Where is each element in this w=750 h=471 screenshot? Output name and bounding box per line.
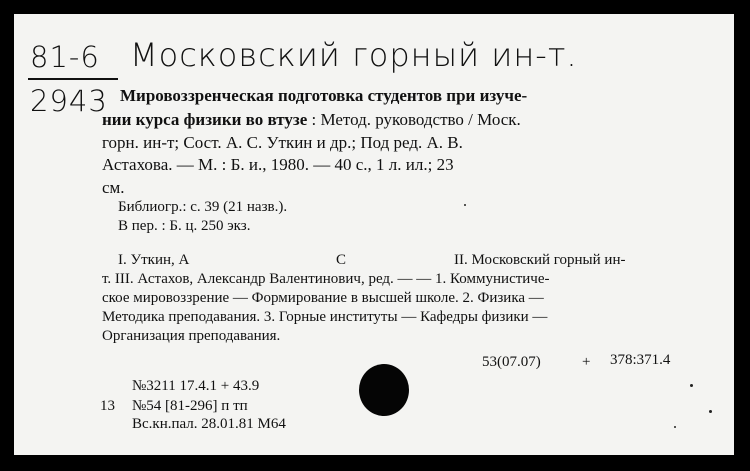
entry-line-5: см. bbox=[102, 178, 125, 197]
binding-note: В пер. : Б. ц. 250 экз. bbox=[118, 218, 251, 234]
scan-speck bbox=[690, 384, 693, 387]
scan-speck bbox=[709, 410, 712, 413]
handwritten-code: 81-6 bbox=[30, 40, 100, 74]
footer-line-1: №3211 17.4.1 + 43.9 bbox=[132, 378, 260, 394]
tracing-line-5: Организация преподавания. bbox=[102, 328, 281, 344]
title-line-1: Мировоззренческая подготовка студентов при изуче- bbox=[120, 86, 528, 105]
entry-line-3: горн. ин-т; Сост. А. С. Уткин и др.; Под ред. А. В. bbox=[102, 133, 463, 152]
scan-speck bbox=[464, 204, 466, 206]
tracing-line-1a: I. Уткин, А bbox=[118, 252, 190, 268]
code-underline bbox=[28, 78, 118, 80]
footer-line-3: Вс.кн.пал. 28.01.81 М64 bbox=[132, 416, 286, 432]
title-bold-part: нии курса физики во втузе bbox=[102, 110, 308, 129]
handwritten-heading: Московский горный ин-т. bbox=[130, 36, 578, 74]
udc-plus: + bbox=[582, 354, 591, 370]
footer-line-2-number: 13 bbox=[100, 398, 115, 414]
tracing-line-1b: С bbox=[336, 252, 347, 268]
bibliography-note: Библиогр.: с. 39 (21 назв.). bbox=[118, 199, 288, 215]
tracing-line-3: ское мировоззрение — Формирование в высшей школе. 2. Физика — bbox=[102, 290, 544, 306]
title-rest: : Метод. руководство / Моск. bbox=[307, 110, 521, 129]
catalog-card bbox=[14, 14, 734, 455]
scan-speck bbox=[674, 426, 676, 428]
footer-line-2: №54 [81-296] п тп bbox=[132, 398, 248, 414]
udc-code: 53(07.07) bbox=[482, 354, 541, 370]
entry-line-4: Астахова. — М. : Б. и., 1980. — 40 с., 1 л. ил.; 23 bbox=[102, 155, 454, 174]
title-line-2 bbox=[102, 110, 521, 130]
punch-hole bbox=[359, 364, 409, 416]
udc-extra: 378:371.4 bbox=[610, 352, 671, 368]
handwritten-number: 2943 bbox=[30, 84, 108, 118]
tracing-line-2: т. III. Астахов, Александр Валентинович, ред. — — 1. Коммунистиче- bbox=[102, 271, 550, 287]
tracing-line-4: Методика преподавания. 3. Горные институты — Кафедры физики — bbox=[102, 309, 548, 325]
tracing-line-1c: II. Московский горный ин- bbox=[454, 252, 626, 268]
